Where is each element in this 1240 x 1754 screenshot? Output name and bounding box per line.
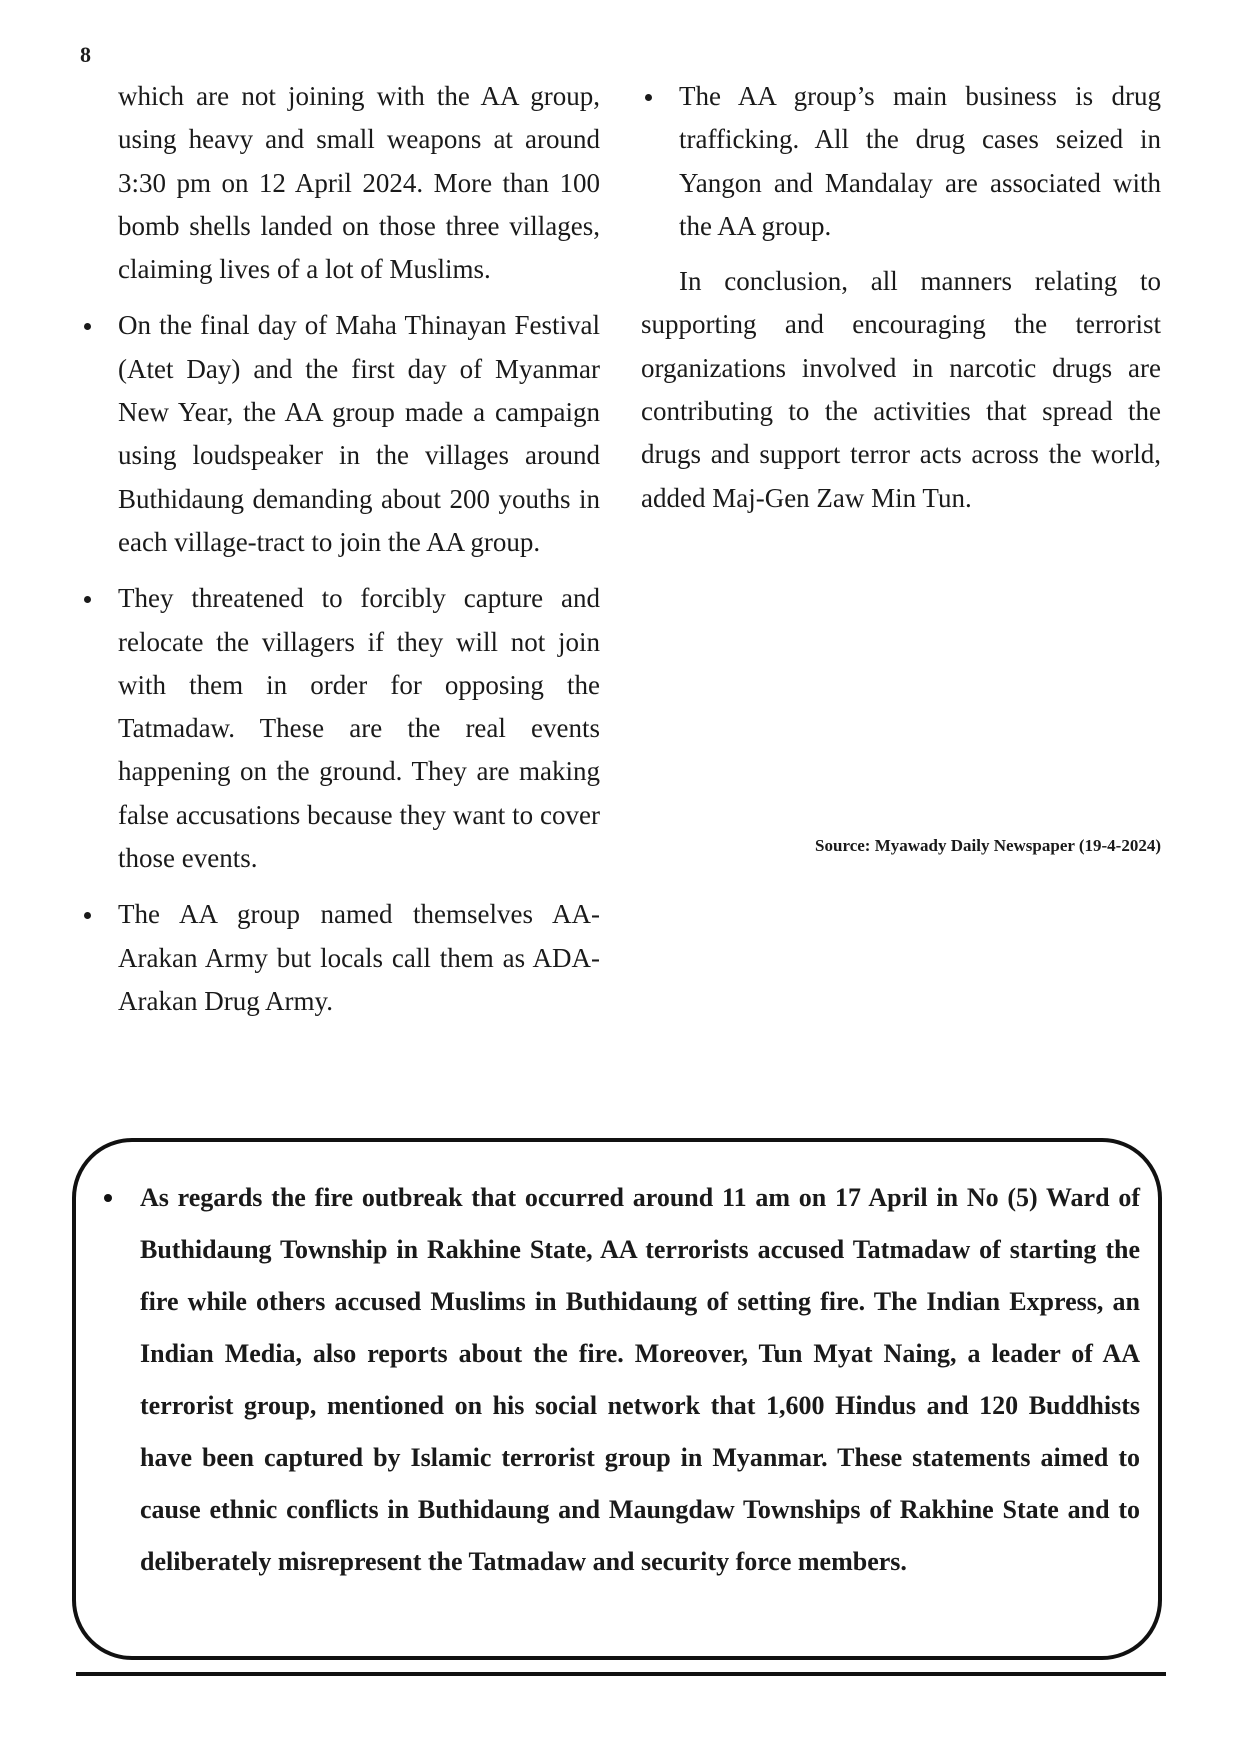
left-column xyxy=(80,75,600,1023)
conclusion-paragraph: In conclusion, all manners relating to supporting and encouraging the terrorist organizations involved in narcotic drugs are contributing to the activities that spread the drugs and support terror acts across the world, added Maj-Gen Zaw Min Tun. xyxy=(641,266,1161,513)
right-column xyxy=(641,75,1161,520)
bullet-item: On the final day of Maha Thinayan Festival (Atet Day) and the first day of Myanmar New Year, the AA group made a campaign using loudspeaker in the villages around Buthidaung demanding about 200 youths in each village-tract to join the AA group. xyxy=(80,304,600,564)
callout-box-text xyxy=(100,1172,1140,1588)
callout-bullet: As regards the fire outbreak that occurred around 11 am on 17 April in No (5) Ward of Buthidaung Township in Rakhine State, AA terrorists accused Tatmadaw of starting the fire while others accused Muslims in Buthidaung of setting fire. The Indian Express, an Indian Media, also reports about the fire. Moreover, Tun Myat Naing, a leader of AA terrorist group, mentioned on his social network that 1,600 Hindus and 120 Buddhists have been captured by Islamic terrorist group in Myanmar. These statements aimed to cause ethnic conflicts in Buthidaung and Maungdaw Townships of Rakhine State and to deliberately misrepresent the Tatmadaw and security force members. xyxy=(100,1172,1140,1588)
left-bullet-list xyxy=(80,304,600,1023)
bullet-item: The AA group’s main business is drug trafficking. All the drug cases seized in Yangon and Mandalay are associated with the AA group. xyxy=(641,75,1161,248)
bullet-item: They threatened to forcibly capture and relocate the villagers if they will not join with them in order for opposing the Tatmadaw. These are the real events happening on the ground. They are making false accusations because they want to cover those events. xyxy=(80,577,600,880)
page-number: 8 xyxy=(80,42,91,67)
right-bullet-list xyxy=(641,75,1161,248)
continued-paragraph: which are not joining with the AA group, using heavy and small weapons at around 3:30 pm on 12 April 2024. More than 100 bomb shells landed on those three villages, claiming lives of a lot of Muslims. xyxy=(118,81,600,285)
bottom-divider xyxy=(76,1672,1166,1676)
bullet-item: The AA group named themselves AA-Arakan Army but locals call them as ADA- Arakan Drug Army. xyxy=(80,893,600,1023)
source-citation: Source: Myawady Daily Newspaper (19-4-2024) xyxy=(815,836,1161,855)
